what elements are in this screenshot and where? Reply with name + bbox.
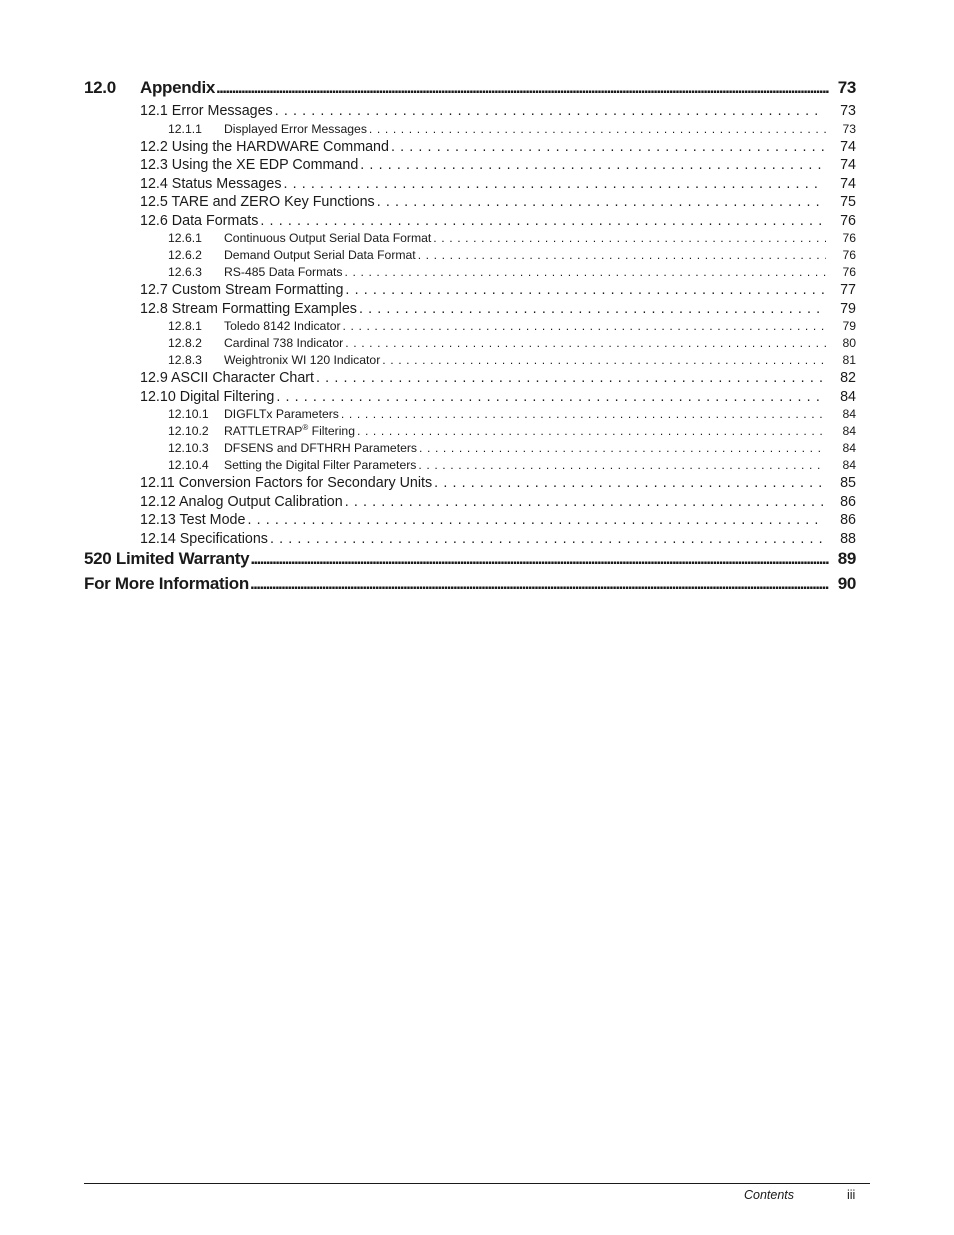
subsection-page: 84	[842, 424, 856, 438]
section-title: 12.7 Custom Stream Formatting	[140, 282, 344, 298]
section-title: 12.14 Specifications	[140, 530, 268, 547]
section-title: 12.2 Using the HARDWARE Command	[140, 138, 389, 155]
section-title: 12.8 Stream Formatting Examples	[140, 300, 357, 317]
toc-subsection-row[interactable]	[84, 353, 856, 370]
subsection-page: 76	[842, 231, 856, 245]
toc-subsection-row[interactable]	[84, 424, 856, 441]
subsection-page: 84	[842, 407, 856, 421]
subsection-page: 81	[842, 353, 856, 367]
toc-subsection-row[interactable]	[84, 231, 856, 248]
section-page: 82	[840, 370, 856, 386]
subsection-page: 76	[842, 265, 856, 279]
dot-leader	[345, 336, 826, 350]
toc-section-row[interactable]	[84, 370, 856, 389]
dot-leader	[345, 494, 824, 510]
dot-leader	[434, 475, 824, 491]
dot-leader	[316, 370, 824, 386]
section-title: 12.3 Using the XE EDP Command	[140, 157, 359, 173]
section-page: 77	[840, 282, 856, 298]
section-title: 12.1 Error Messages	[140, 103, 273, 119]
toc-subsection-row[interactable]	[84, 248, 856, 265]
dot-leader	[369, 122, 826, 136]
subsection-title: Displayed Error Messages	[224, 121, 367, 136]
section-page: 79	[840, 300, 856, 317]
toc-chapter-row[interactable]	[84, 78, 856, 103]
end-title: 520 Limited Warranty	[84, 549, 250, 568]
section-page: 74	[840, 138, 856, 155]
dot-leader	[433, 231, 826, 245]
table-of-contents	[84, 78, 856, 599]
toc-subsection-row[interactable]	[84, 319, 856, 336]
section-title: 12.4 Status Messages	[140, 175, 282, 192]
dot-leader	[360, 157, 824, 173]
section-page: 76	[840, 212, 856, 229]
subsection-title: Setting the Digital Filter Parameters	[224, 458, 417, 472]
subsection-page: 84	[842, 458, 856, 472]
dot-leader	[359, 301, 824, 317]
end-page: 90	[837, 574, 856, 593]
toc-section-row[interactable]	[84, 282, 856, 301]
chapter-page: 73	[837, 78, 856, 97]
toc-subsection-row[interactable]	[84, 265, 856, 282]
dot-leader	[216, 78, 829, 98]
dot-leader	[343, 319, 826, 333]
section-title: 12.11 Conversion Factors for Secondary Units	[140, 475, 433, 491]
toc-section-row[interactable]	[84, 475, 856, 494]
footer-page-number: iii	[847, 1188, 856, 1202]
dot-leader	[247, 512, 824, 528]
footer-title: Contents	[744, 1188, 795, 1202]
toc-section-row[interactable]	[84, 213, 856, 232]
section-page: 86	[840, 512, 856, 528]
dot-leader	[418, 248, 826, 262]
section-page: 74	[840, 175, 856, 192]
subsection-number: 12.10.1	[168, 407, 209, 421]
subsection-number: 12.6.3	[168, 265, 202, 279]
subsection-title: Continuous Output Serial Data Format	[224, 231, 432, 245]
section-title: 12.10 Digital Filtering	[140, 388, 275, 405]
dot-leader	[419, 441, 826, 455]
toc-section-row[interactable]	[84, 194, 856, 213]
dot-leader	[260, 213, 824, 229]
end-title: For More Information	[84, 574, 249, 593]
dot-leader	[357, 424, 826, 438]
toc-section-row[interactable]	[84, 301, 856, 320]
toc-end-row[interactable]	[84, 574, 856, 599]
toc-section-row[interactable]	[84, 139, 856, 158]
subsection-title: Cardinal 738 Indicator	[224, 336, 344, 350]
toc-subsection-row[interactable]	[84, 336, 856, 353]
toc-end-row[interactable]	[84, 549, 856, 574]
dot-leader	[391, 139, 824, 155]
dot-leader	[250, 574, 829, 594]
dot-leader	[345, 265, 826, 279]
section-title: 12.6 Data Formats	[140, 212, 259, 229]
subsection-number: 12.1.1	[168, 121, 202, 136]
subsection-page: 79	[842, 319, 856, 333]
dot-leader	[341, 407, 826, 421]
subsection-title: RS-485 Data Formats	[224, 265, 343, 279]
subsection-number: 12.10.3	[168, 441, 209, 455]
subsection-page: 80	[842, 336, 856, 350]
subsection-number: 12.6.1	[168, 231, 202, 245]
section-title: 12.5 TARE and ZERO Key Functions	[140, 194, 375, 210]
toc-subsection-row[interactable]	[84, 122, 856, 139]
subsection-number: 12.8.1	[168, 319, 202, 333]
subsection-number: 12.10.4	[168, 458, 209, 472]
section-title: 12.9 ASCII Character Chart	[140, 370, 315, 386]
section-title: 12.13 Test Mode	[140, 512, 246, 528]
subsection-title: DFSENS and DFTHRH Parameters	[224, 441, 418, 455]
toc-section-row[interactable]	[84, 531, 856, 550]
subsection-number: 12.8.3	[168, 353, 202, 367]
section-page: 86	[840, 493, 856, 510]
dot-leader	[283, 176, 824, 192]
toc-section-row[interactable]	[84, 494, 856, 513]
registered-mark: ®	[302, 424, 309, 432]
section-page: 75	[840, 194, 856, 210]
toc-section-row[interactable]	[84, 103, 856, 122]
toc-section-row[interactable]	[84, 512, 856, 531]
section-page: 73	[840, 103, 856, 119]
subsection-number: 12.10.2	[168, 424, 209, 438]
toc-subsection-row[interactable]	[84, 407, 856, 424]
subsection-title-main: RATTLETRAP	[224, 424, 303, 438]
toc-subsection-row[interactable]	[84, 441, 856, 458]
dot-leader	[345, 282, 824, 298]
subsection-page: 73	[842, 121, 856, 136]
dot-leader	[382, 353, 826, 367]
toc-section-row[interactable]	[84, 157, 856, 176]
dot-leader	[276, 389, 824, 405]
subsection-title: Toledo 8142 Indicator	[224, 319, 341, 333]
subsection-title: DIGFLTx Parameters	[224, 407, 339, 421]
dot-leader	[275, 103, 824, 119]
chapter-number: 12.0	[84, 78, 116, 97]
subsection-number: 12.6.2	[168, 248, 202, 262]
section-page: 85	[840, 475, 856, 491]
subsection-title: Weightronix WI 120 Indicator	[224, 353, 381, 367]
section-page: 88	[840, 530, 856, 547]
end-page: 89	[837, 549, 856, 568]
dot-leader	[377, 194, 824, 210]
section-page: 84	[840, 388, 856, 405]
subsection-page: 84	[842, 441, 856, 455]
dot-leader	[250, 549, 829, 569]
footer-divider	[84, 1183, 870, 1184]
subsection-page: 76	[842, 248, 856, 262]
subsection-number: 12.8.2	[168, 336, 202, 350]
dot-leader	[270, 531, 824, 547]
section-title: 12.12 Analog Output Calibration	[140, 493, 343, 510]
toc-section-row[interactable]	[84, 176, 856, 195]
section-page: 74	[840, 157, 856, 173]
toc-subsection-row[interactable]	[84, 458, 856, 475]
subsection-title-rest: Filtering	[308, 424, 355, 438]
subsection-title: Demand Output Serial Data Format	[224, 248, 416, 262]
chapter-title: Appendix	[140, 78, 216, 97]
dot-leader	[418, 458, 826, 472]
subsection-title	[224, 424, 355, 438]
toc-section-row[interactable]	[84, 389, 856, 408]
